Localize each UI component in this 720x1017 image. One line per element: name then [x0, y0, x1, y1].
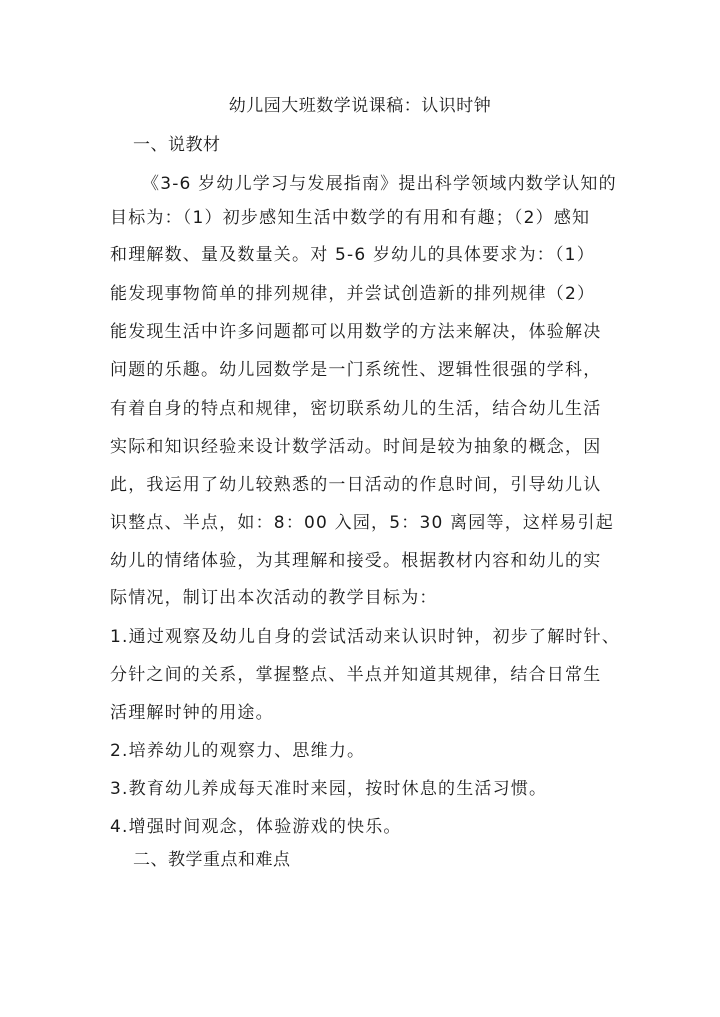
- goal-item-1: 1.通过观察及幼儿自身的尝试活动来认识时钟，初步了解时针、: [110, 627, 621, 647]
- paragraph-line: 实际和知识经验来设计数学活动。时间是较为抽象的概念，因: [110, 437, 602, 457]
- paragraph-line: 问题的乐趣。幼儿园数学是一门系统性、逻辑性很强的学科，: [110, 360, 602, 380]
- paragraph-line: 际情况，制订出本次活动的教学目标为：: [110, 588, 438, 608]
- paragraph-line: 《3-6 岁幼儿学习与发展指南》提出科学领域内数学认知的: [142, 174, 617, 194]
- section-heading-teaching-material: 一、说教材: [133, 135, 221, 155]
- goal-item-4: 4.增强时间观念，体验游戏的快乐。: [110, 817, 402, 837]
- goal-item-1-cont: 分针之间的关系，掌握整点、半点并知道其规律，结合日常生: [110, 665, 602, 685]
- goal-item-2: 2.培养幼儿的观察力、思维力。: [110, 741, 366, 761]
- paragraph-line: 目标为：（1）初步感知生活中数学的有用和有趣；（2）感知: [110, 208, 591, 228]
- paragraph-line: 能发现事物简单的排列规律，并尝试创造新的排列规律（2）: [110, 284, 596, 304]
- paragraph-line: 能发现生活中许多问题都可以用数学的方法来解决，体验解决: [110, 322, 602, 342]
- goal-item-3: 3.教育幼儿养成每天准时来园，按时休息的生活习惯。: [110, 779, 548, 799]
- paragraph-line: 和理解数、量及数量关。对 5-6 岁幼儿的具体要求为：（1）: [110, 245, 595, 265]
- paragraph-line: 此，我运用了幼儿较熟悉的一日活动的作息时间，引导幼儿认: [110, 475, 602, 495]
- goal-item-1-cont: 活理解时钟的用途。: [110, 703, 274, 723]
- section-heading-key-points: 二、教学重点和难点: [133, 850, 291, 870]
- paragraph-line: 幼儿的情绪体验，为其理解和接受。根据教材内容和幼儿的实: [110, 551, 602, 571]
- document-title: 幼儿园大班数学说课稿：认识时钟: [228, 96, 492, 116]
- paragraph-line: 识整点、半点，如：8：00 入园，5：30 离园等，这样易引起: [110, 513, 614, 533]
- paragraph-line: 有着自身的特点和规律，密切联系幼儿的生活，结合幼儿生活: [110, 399, 602, 419]
